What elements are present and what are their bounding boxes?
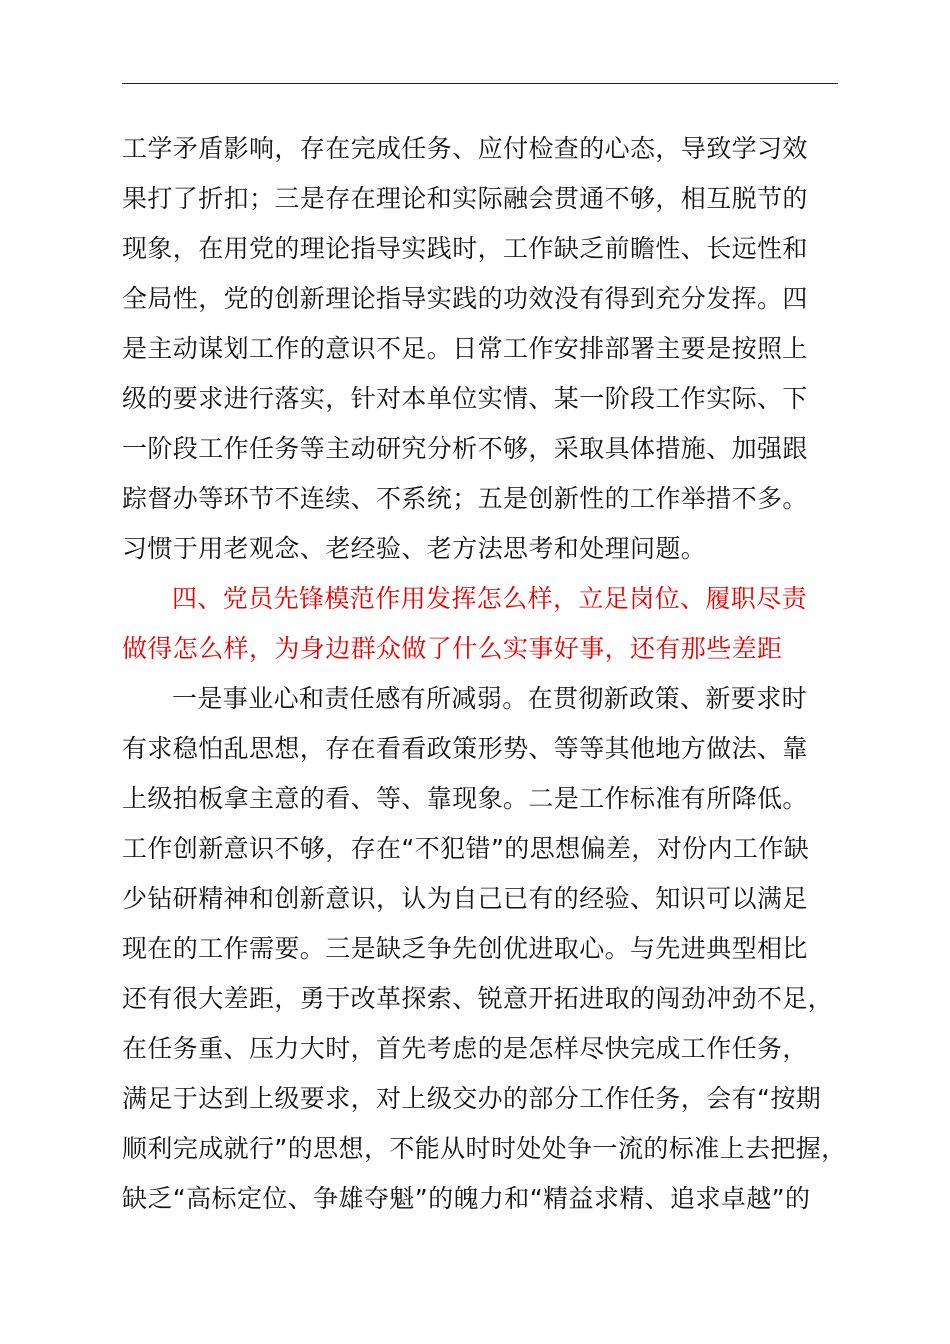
text-line: 级的要求进行落实，针对本单位实情、某一阶段工作实际、下 bbox=[122, 384, 808, 413]
text-line: 习惯于用老观念、老经验、老方法思考和处理问题。 bbox=[122, 534, 707, 563]
text-line: 工作创新意识不够，存在“不犯错”的思想偏差，对份内工作缺 bbox=[122, 834, 810, 863]
text-line: 工学矛盾影响，存在完成任务、应付检查的心态，导致学习效 bbox=[122, 134, 808, 163]
text-line: 现象，在用党的理论指导实践时，工作缺乏前瞻性、长远性和 bbox=[122, 234, 808, 263]
document-body bbox=[122, 124, 862, 1224]
section-heading-line: 做得怎么样，为身边群众做了什么实事好事，还有那些差距 bbox=[122, 634, 783, 663]
text-line: 现在的工作需要。三是缺乏争先创优进取心。与先进典型相比 bbox=[122, 934, 808, 963]
text-line: 果打了折扣；三是存在理论和实际融会贯通不够，相互脱节的 bbox=[122, 184, 808, 213]
text-line: 是主动谋划工作的意识不足。日常工作安排部署主要是按照上 bbox=[122, 334, 808, 363]
text-line: 上级拍板拿主意的看、等、靠现象。二是工作标准有所降低。 bbox=[122, 784, 808, 813]
text-line: 少钻研精神和创新意识，认为自己已有的经验、知识可以满足 bbox=[122, 884, 808, 913]
text-line: 满足于达到上级要求，对上级交办的部分工作任务，会有“按期 bbox=[122, 1084, 822, 1113]
text-line: 在任务重、压力大时，首先考虑的是怎样尽快完成工作任务， bbox=[122, 1034, 808, 1063]
paragraph-first-line: 一是事业心和责任感有所减弱。在贯彻新政策、新要求时 bbox=[172, 684, 808, 713]
text-line: 踪督办等环节不连续、不系统；五是创新性的工作举措不多。 bbox=[122, 484, 808, 513]
text-line: 还有很大差距，勇于改革探索、锐意开拓进取的闯劲冲劲不足， bbox=[122, 984, 834, 1013]
header-rule bbox=[122, 83, 838, 84]
text-line: 缺乏“高标定位、争雄夺魁”的魄力和“精益求精、追求卓越”的 bbox=[122, 1184, 811, 1213]
text-line: 有求稳怕乱思想，存在看看政策形势、等等其他地方做法、靠 bbox=[122, 734, 808, 763]
section-heading-line: 四、党员先锋模范作用发挥怎么样，立足岗位、履职尽责 bbox=[172, 584, 808, 613]
text-line: 全局性，党的创新理论指导实践的功效没有得到充分发挥。四 bbox=[122, 284, 808, 313]
text-line: 一阶段工作任务等主动研究分析不够，采取具体措施、加强跟 bbox=[122, 434, 808, 463]
text-line: 顺利完成就行”的思想，不能从时时处处争一流的标准上去把握， bbox=[122, 1134, 847, 1163]
